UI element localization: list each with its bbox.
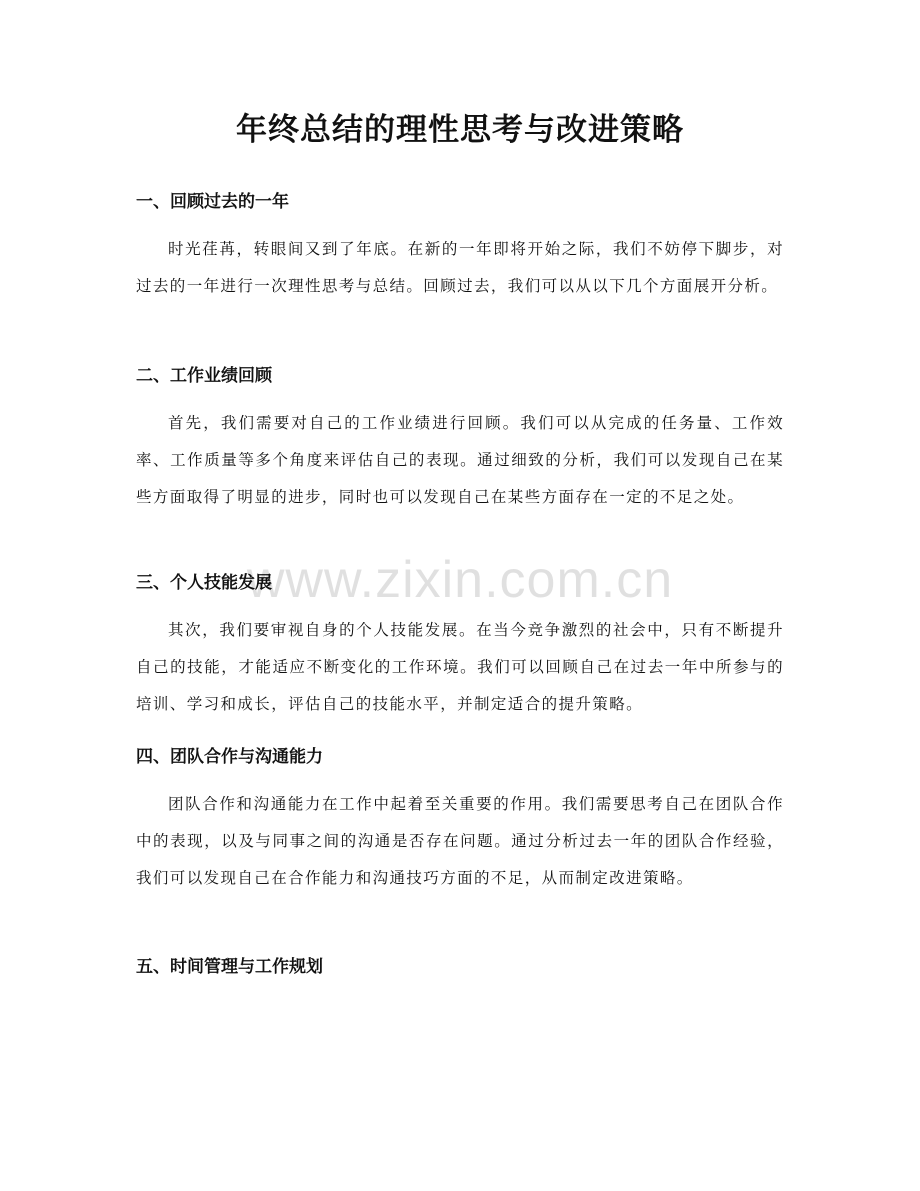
section-paragraph-3: 其次，我们要审视自身的个人技能发展。在当今竞争激烈的社会中，只有不断提升自己的技能，才能适应不断变化的工作环境。我们可以回顾自己在过去一年中所参与的培训、学习和成长，评估自己的技能水平，并制定适合的提升策略。 bbox=[136, 621, 784, 713]
section-heading-5: 五、时间管理与工作规划 bbox=[136, 957, 323, 977]
section-heading-3: 三、个人技能发展 bbox=[136, 573, 272, 593]
section-paragraph-4: 团队合作和沟通能力在工作中起着至关重要的作用。我们需要思考自己在团队合作中的表现，以及与同事之间的沟通是否存在问题。通过分析过去一年的团队合作经验，我们可以发现自己在合作能力和沟通技巧方面的不足，从而制定改进策略。 bbox=[136, 795, 784, 887]
watermark: www.zixin.com.cn bbox=[246, 551, 674, 609]
section-paragraph-2: 首先，我们需要对自己的工作业绩进行回顾。我们可以从完成的任务量、工作效率、工作质量等多个角度来评估自己的表现。通过细致的分析，我们可以发现自己在某些方面取得了明显的进步，同时也可以发现自己在某些方面存在一定的不足之处。 bbox=[136, 414, 784, 506]
section-paragraph-1: 时光荏苒，转眼间又到了年底。在新的一年即将开始之际，我们不妨停下脚步，对过去的一年进行一次理性思考与总结。回顾过去，我们可以从以下几个方面展开分析。 bbox=[136, 240, 784, 295]
section-heading-4: 四、团队合作与沟通能力 bbox=[136, 747, 323, 767]
section-heading-1: 一、回顾过去的一年 bbox=[136, 192, 289, 212]
document-title: 年终总结的理性思考与改进策略 bbox=[236, 112, 684, 148]
section-heading-2: 二、工作业绩回顾 bbox=[136, 366, 272, 386]
